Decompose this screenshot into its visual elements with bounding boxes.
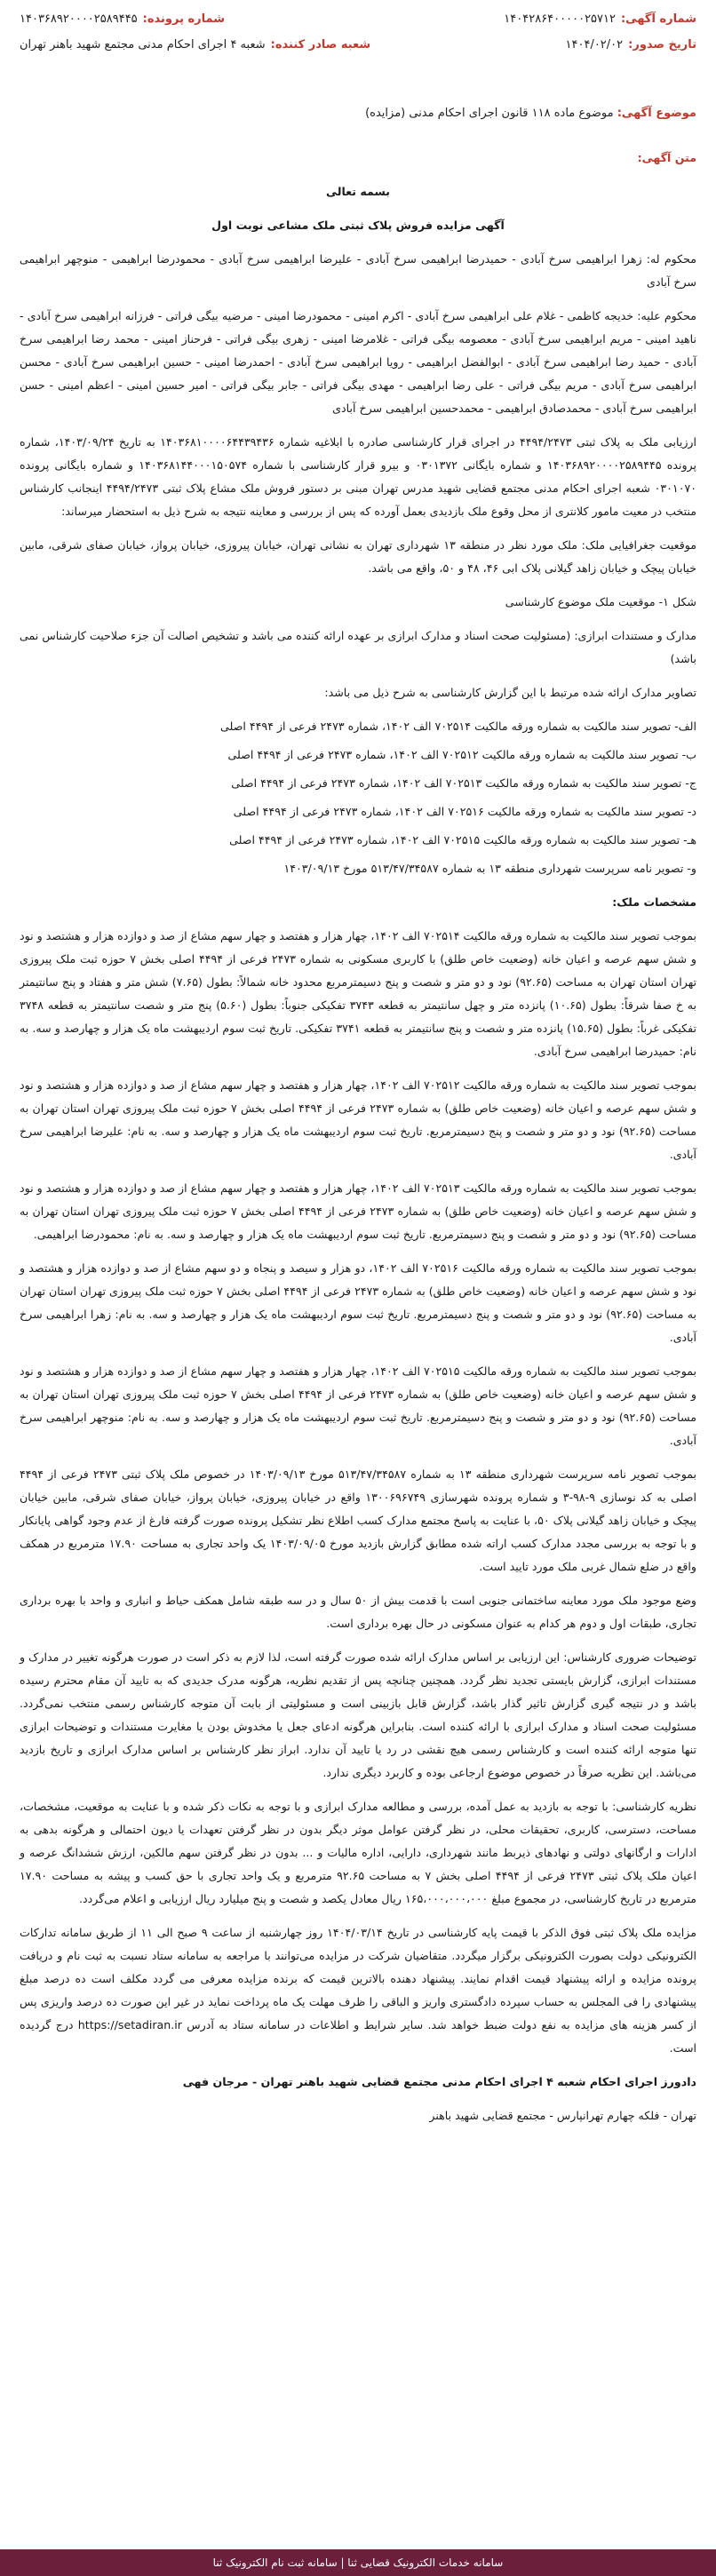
paragraph-deed-2: بموجب تصویر سند مالکیت به شماره ورقه مالکیت ۷۰۲۵۱۲ الف ۱۴۰۲، چهار هزار و هفتصد و چهار سهم مشاع از صد و دوازده هزار و هشتصد و نود و شش سهم عرصه و اعیان خانه (وضعیت خاص طلق) به شماره ۲۴۷۳ فرعی از ۴۴۹۴ اصلی بخش ۷ حوزه ثبت ملک پیروزی تهران استان تهران به مساحت (۹۲.۶۵) نود و دو متر و شصت و پنج دسیمترمربع. تاریخ ثبت سوم اردیبهشت ماه یک هزار و چهارصد و سه. به نام: علیرضا ابراهیمی سرخ آبادی. <box>20 1078 697 1161</box>
paragraph-valuation: ارزیابی ملک به پلاک ثبتی ۴۴۹۴/۲۴۷۳ در اجرای قرار کارشناسی صادره با ابلاغیه شماره ۱۴۰۳۶۸۱۰۰۰۰۶۴۴۳۹۴۳۶ به تاریخ ۱۴۰۳/۰۹/۲۴، شماره پرونده ۱۴۰۳۶۸۹۲۰۰۰۰۲۵۸۹۴۴۵ و شماره بایگانی ۰۳۰۱۳۷۲ و بیرو قرار کارشناسی با شماره ۱۴۰۳۶۸۱۴۴۰۰۰۱۵۰۵۷۴ و شماره بایگانی پرونده ۰۳۰۱۰۷۰ شعبه اجرای احکام مدنی مجتمع قضایی شهید مدرس تهران مبنی بر دستور فروش ملک مشاع پلاک ثبتی ۴۴۹۴/۲۴۷۳ اینجانب کارشناس منتخب در معیت مامور کلانتری از محل وقوع ملک بازدیدی بعمل آورده که پس از بررسی و معاینه نتیجه به شرح ذیل به استحضار میرساند: <box>20 435 696 518</box>
case-number-label: شماره پرونده: <box>142 12 226 26</box>
documents-list <box>20 715 696 880</box>
paragraph-deed-4: بموجب تصویر سند مالکیت به شماره ورقه مالکیت ۷۰۲۵۱۶ الف ۱۴۰۲، دو هزار و سیصد و پنجاه و دو سهم مشاع از صد و دوازده هزار و هشتصد و نود و شش سهم عرصه و اعیان خانه (وضعیت خاص طلق) به شماره ۲۴۷۳ فرعی از ۴۴۹۴ اصلی بخش ۷ حوزه ثبت ملک پیروزی تهران استان تهران به مساحت (۹۲.۶۵) نود و دو متر و شصت و پنج دسیمترمربع. تاریخ ثبت سوم اردیبهشت ماه یک هزار و چهارصد و سه. به نام: زهرا ابراهیمی سرخ آبادی. <box>20 1261 696 1344</box>
case-number <box>20 12 225 26</box>
list-item: هـ- تصویر سند مالکیت به شماره ورقه مالکیت ۷۰۲۵۱۵ الف ۱۴۰۲، شماره ۲۴۷۳ فرعی از ۴۴۹۴ اصلی <box>229 833 696 847</box>
list-item: الف- تصویر سند مالکیت به شماره ورقه مالکیت ۷۰۲۵۱۴ الف ۱۴۰۲، شماره ۲۴۷۳ فرعی از ۴۴۹۴ اصلی <box>220 720 696 733</box>
issue-date <box>566 38 696 52</box>
paragraph-deed-3: بموجب تصویر سند مالکیت به شماره ورقه مالکیت ۷۰۲۵۱۳ الف ۱۴۰۲، چهار هزار و هفتصد و چهار سهم مشاع از صد و دوازده هزار و هشتصد و نود و شش سهم عرصه و اعیان خانه (وضعیت خاص طلق) به شماره ۲۴۷۳ فرعی از ۴۴۹۴ اصلی بخش ۷ حوزه ثبت ملک پیروزی تهران استان تهران به مساحت (۹۲.۶۵) نود و دو متر و شصت و پنج دسیمترمربع. تاریخ ثبت سوم اردیبهشت ماه یک هزار و چهارصد و سه. به نام: محمودرضا ابراهیمی. <box>20 1181 696 1241</box>
paragraph-figure-caption: شکل ۱- موقعیت ملک موضوع کارشناسی <box>505 595 696 608</box>
notice-number <box>504 12 696 26</box>
issuing-branch-value: شعبه ۴ اجرای احکام مدنی مجتمع شهید باهنر تهران <box>20 38 266 52</box>
paragraph-expert-notes: توضیحات ضروری کارشناس: این ارزیابی بر اساس مدارک ارائه شده صورت گرفته است، لذا لازم به ذکر است در صورت هرگونه تغییر در مدارک و مستندات ابرازی، گزارش بایستی تجدید نظر گردد. همچنین چنانچه پس از تقدیم نظریه، هرگونه مدرک جدیدی که به تایید آن مقام محترم رسیده باشد و در نتیجه گیری گزارش تاثیر گذار باشد، گزارش قابل بازبینی است و مسئولیتی از بابت آن متوجه کارشناس رسمی منتخب نمی‌گردد. مسئولیت صحت اسناد و مدارک ابرازی با ارائه کننده است. بنابراین هرگونه ادعای جعل یا مخدوش بودن یا مغایرت مستندات و توضیحات ابرازی تنها متوجه ارائه کننده است و کارشناس رسمی هیچ نقشی در رد یا تایید آن ندارد. ابراز نظر کارشناس بر اساس مدارک ابرازی و تاریخ بازدید می‌باشد. این نظریه صرفاً در خصوص موضوع ارجاعی بوده و کاربرد دیگری ندارد. <box>20 1650 696 1779</box>
footer-bar <box>0 2549 716 2576</box>
body-text-label: متن آگهی: <box>637 151 696 164</box>
paragraph-documents-intro: تصاویر مدارک ارائه شده مرتبط با این گزارش کارشناسی به شرح ذیل می باشد: <box>324 686 696 699</box>
paragraph-location: موقعیت جغرافیایی ملک: ملک مورد نظر در منطقه ۱۳ شهرداری تهران به نشانی تهران، خیابان پیروزی، خیابان پرواز، خیابان صفای شرقی، مابین خیابان پیچک و خیابان زاهد گیلانی پلاک ابی ۴۶، ۴۸ و ۵۰، واقع می باشد. <box>20 538 696 575</box>
list-item: ج- تصویر سند مالکیت به شماره ورقه مالکیت ۷۰۲۵۱۳ الف ۱۴۰۲، شماره ۲۴۷۳ فرعی از ۴۴۹۴ اصلی <box>231 776 696 790</box>
notice-number-label: شماره آگهی: <box>620 12 696 26</box>
notice-header <box>20 12 696 119</box>
signature: دادورز اجرای احکام شعبه ۴ اجرای احکام مدنی مجتمع قضایی شهید باهنر تهران - مرجان فهی <box>182 2075 696 2088</box>
paragraph-municipality-letter: بموجب تصویر نامه سرپرست شهرداری منطقه ۱۳ به شماره ۵۱۳/۴۷/۳۴۵۸۷ مورخ ۱۴۰۳/۰۹/۱۳ در خصوص ملک پلاک ثبتی ۲۴۷۳ فرعی از ۴۴۹۴ اصلی به کد نوسازی ۹-۹۸-۳ و شماره پرونده شهرسازی ۱۳۰۰۶۹۶۷۴۹ واقع در خیابان پیروزی، خیابان پرواز، خیابان صفای شرقی، مابین خیابان پیچک و خیابان زاهد گیلانی پلاک ۵۰، با عنایت به پاسخ مجتمع مدارک کسب اطلاع نظر تشکیل پرونده صورت گرفته فارغ از عدم وجود گواهی پایانکار و با توجه به بررسی مجدد مدارک کسب اراته شده مطابق گزارش بازدید مورخ ۱۴۰۳/۰۹/۰۵ یک واحد تجاری به مساحت ۱۷.۹۰ مترمربع در همکف واقع در ضلع شمال غربی ملک مورد تایید است. <box>20 1467 696 1573</box>
issue-date-label: تاریخ صدور: <box>628 38 696 52</box>
subject-label: موضوع آگهی: <box>617 107 696 120</box>
list-item: و- تصویر نامه سرپرست شهرداری منطقه ۱۳ به شماره ۵۱۳/۴۷/۳۴۵۸۷ مورخ ۱۴۰۳/۰۹/۱۳ <box>283 862 696 875</box>
paragraph-auction-terms: مزایده ملک پلاک ثبتی فوق الذکر با قیمت پایه کارشناسی در تاریخ ۱۴۰۴/۰۳/۱۴ روز چهارشنبه از ساعت ۹ صبح الی ۱۱ از طریق سامانه تدارکات الکترونیکی دولت بصورت الکترونیکی برگزار میگردد. متقاضیان شرکت در مزایده می‌توانند با مراجعه به سامانه ستاد نسبت به ثبت نام و دریافت پرونده مزایده و ارائه پیشنهاد قیمت اقدام نمایند. پیشنهاد دهنده بالاترین قیمت که برنده مزایده معرفی می گردد مکلف است ده درصد مبلغ پیشنهادی را فی المجلس به حساب سپرده دادگستری واریز و الباقی را ظرف مهلت یک ماه پرداخت نماید در غیر این صورت ده درصد واریزی پس از کسر هزینه های مزایده به نفع دولت ضبط خواهد شد. سایر شرایط و اطلاعات در سامانه ستاد به آدرس https://setadiran.ir درج گردیده است. <box>20 1926 697 2055</box>
paragraph-documents: مدارک و مستندات ابرازی: (مسئولیت صحت اسناد و مدارک ابرازی بر عهده ارائه کننده می باشد و تشخیص اصالت آن جزء صلاحیت کارشناس نمی باشد) <box>20 629 696 665</box>
header-row-1 <box>20 12 696 26</box>
notice-title: آگهی مزایده فروش پلاک ثبتی ملک مشاعی نوبت اول <box>211 219 505 232</box>
issuing-branch-label: شعبه صادر کننده: <box>270 38 371 52</box>
paragraph-judgment-debtors: محکوم علیه: خدیجه کاظمی - غلام علی ابراهیمی سرخ آبادی - اکرم امینی - محمودرضا امینی - مرضیه بیگی فراتی - فرزانه ابراهیمی سرخ آبادی - ناهید امینی - مریم ابراهیمی سرخ آبادی - معصومه بیگی فراتی - غلامرضا امینی - زهری بیگی فراتی - فرحناز امینی - محمد رضا ابراهیمی سرخ آبادی - حمید رضا ابراهیمی سرخ آبادی - ابوالفضل ابراهیمی - رویا ابراهیمی سرخ آبادی - احمدرضا امینی - حسین ابراهیمی سرخ آبادی - محسن ابراهیمی سرخ آبادی - مریم بیگی فراتی - علی رضا ابراهیمی - مهدی بیگی فراتی - جابر بیگی فراتی - امیر حسین امینی - اعظم امینی - حسن ابراهیمی سرخ آبادی - محمدصادق ابراهیمی - محمدحسین ابراهیمی سرخ آبادی <box>20 309 696 415</box>
notice-number-value: ۱۴۰۴۲۸۶۴۰۰۰۰۰۲۵۷۱۲ <box>504 12 616 26</box>
paragraph-current-state: وضع موجود ملک مورد معاینه ساختمانی جنوبی است با قدمت بیش از ۵۰ سال و در سه طبقه شامل همکف حیاط و انباری و واحد با بهره برداری تجاری، طبقات اول و دوم هر کدام به عنوان مسکونی در حال بهره برداری است. <box>20 1594 696 1630</box>
header-row-2 <box>20 38 696 52</box>
subject-value: موضوع ماده ۱۱۸ قانون اجرای احکام مدنی (مزایده) <box>365 107 614 120</box>
issuing-branch <box>20 38 370 52</box>
paragraph-deed-5: بموجب تصویر سند مالکیت به شماره ورقه مالکیت ۷۰۲۵۱۵ الف ۱۴۰۲، چهار هزار و هفتصد و چهار سهم مشاع از صد و دوازده هزار و هشتصد و نود و شش سهم عرصه و اعیان خانه (وضعیت خاص طلق) به شماره ۲۴۷۳ فرعی از ۴۴۹۴ اصلی بخش ۷ حوزه ثبت ملک پیروزی تهران استان تهران به مساحت (۹۲.۶۵) نود و دو متر و شصت و پنج دسیمترمربع. تاریخ ثبت سوم اردیبهشت ماه یک هزار و چهارصد و سه. به نام: منوچهر ابراهیمی سرخ آبادی. <box>20 1364 696 1447</box>
paragraph-judgment-creditors: محکوم له: زهرا ابراهیمی سرخ آبادی - حمیدرضا ابراهیمی سرخ آبادی - علیرضا ابراهیمی سرخ آبادی - محمودرضا ابراهیمی - منوچهر ابراهیمی سرخ آبادی <box>20 252 696 289</box>
footer-text: سامانه خدمات الکترونیک قضایی ثنا | سامانه ثبت نام الکترونیک ثنا <box>212 2556 504 2569</box>
address: تهران - فلکه چهارم تهرانپارس - مجتمع قضایی شهید باهنر <box>429 2109 696 2122</box>
paragraph-specs-heading: مشخصات ملک: <box>612 895 696 909</box>
paragraph-expert-opinion: نظریه کارشناسی: با توجه به بازدید به عمل آمده، بررسی و مطالعه مدارک ابرازی و با توجه به نکات ذکر شده و با عنایت به موقعیت، مشخصات، مساحت، دسترسی، کاربری، تحقیقات محلی، در نظر گرفتن عوامل موثر دیگر بدون در نظر گرفتن تعهدات یا دیون احتمالی و هرگونه بدهی به ادارات و ارگانهای دولتی و نهادهای ذیربط مانند شهرداری، دارایی، اداره مالیات و ... بدون در نظر گرفتن سهم مالکین، ارزش ششدانگ عرصه و اعیان ملک پلاک ثبتی ۲۴۷۳ فرعی از ۴۴۹۴ اصلی بخش ۷ به مساحت ۹۲.۶۵ مترمربع و یک واحد تجاری با حق کسب و پیشه به مساحت ۱۷.۹۰ مترمربع در تاریخ کارشناسی، در مجموع مبلغ ۱۶۵،۰۰۰،۰۰۰،۰۰۰ ریال معادل یکصد و شصت و پنج میلیارد ریال ارزیابی و اعلام می‌گردد. <box>20 1800 696 1905</box>
list-item: د- تصویر سند مالکیت به شماره ورقه مالکیت ۷۰۲۵۱۶ الف ۱۴۰۲، شماره ۲۴۷۳ فرعی از ۴۴۹۴ اصلی <box>233 805 696 818</box>
issue-date-value: ۱۴۰۴/۰۲/۰۲ <box>565 38 624 52</box>
notice-body <box>20 147 696 2138</box>
list-item: ب- تصویر سند مالکیت به شماره ورقه مالکیت ۷۰۲۵۱۲ الف ۱۴۰۲، شماره ۲۴۷۳ فرعی از ۴۴۹۴ اصلی <box>227 748 696 761</box>
paragraph-deed-1: بموجب تصویر سند مالکیت به شماره ورقه مالکیت ۷۰۲۵۱۴ الف ۱۴۰۲، چهار هزار و هفتصد و چهار سهم مشاع از صد و دوازده هزار و هشتصد و نود و شش سهم عرصه و اعیان خانه (وضعیت خاص طلق) با کاربری مسکونی به شماره ۲۴۷۳ فرعی از ۴۴۹۴ اصلی بخش ۷ حوزه ثبت ملک پیروزی تهران استان تهران به مساحت (۹۲.۶۵) نود و دو متر و شصت و پنج دسیمترمربع محدود خانه شمالاً: بطول (۷.۶۵) شش متر و هفتاد و پنج سانتیمتر به خ صفا شرقاً: بطول (۱۰.۶۵) پانزده متر و چهل سانتیمتر به قطعه ۳۷۴۳ تفکیکی جنوباً: بطول (۵.۶۰) پنج متر و شصت سانتیمتر به قطعه ۳۷۴۸ تفکیکی غرباً: بطول (۱۵.۶۵) پانزده متر و شصت و پنج سانتیمتر به قطعه ۳۷۴۱ تفکیکی. تاریخ ثبت سوم اردیبهشت ماه یک هزار و چهارصد و سه. به نام: حمیدرضا ابراهیمی سرخ آبادی. <box>20 929 697 1058</box>
notice-subject <box>20 107 696 120</box>
case-number-value: ۱۴۰۳۶۸۹۲۰۰۰۰۲۵۸۹۴۴۵ <box>20 12 138 26</box>
bismillah: بسمه تعالی <box>325 185 391 198</box>
